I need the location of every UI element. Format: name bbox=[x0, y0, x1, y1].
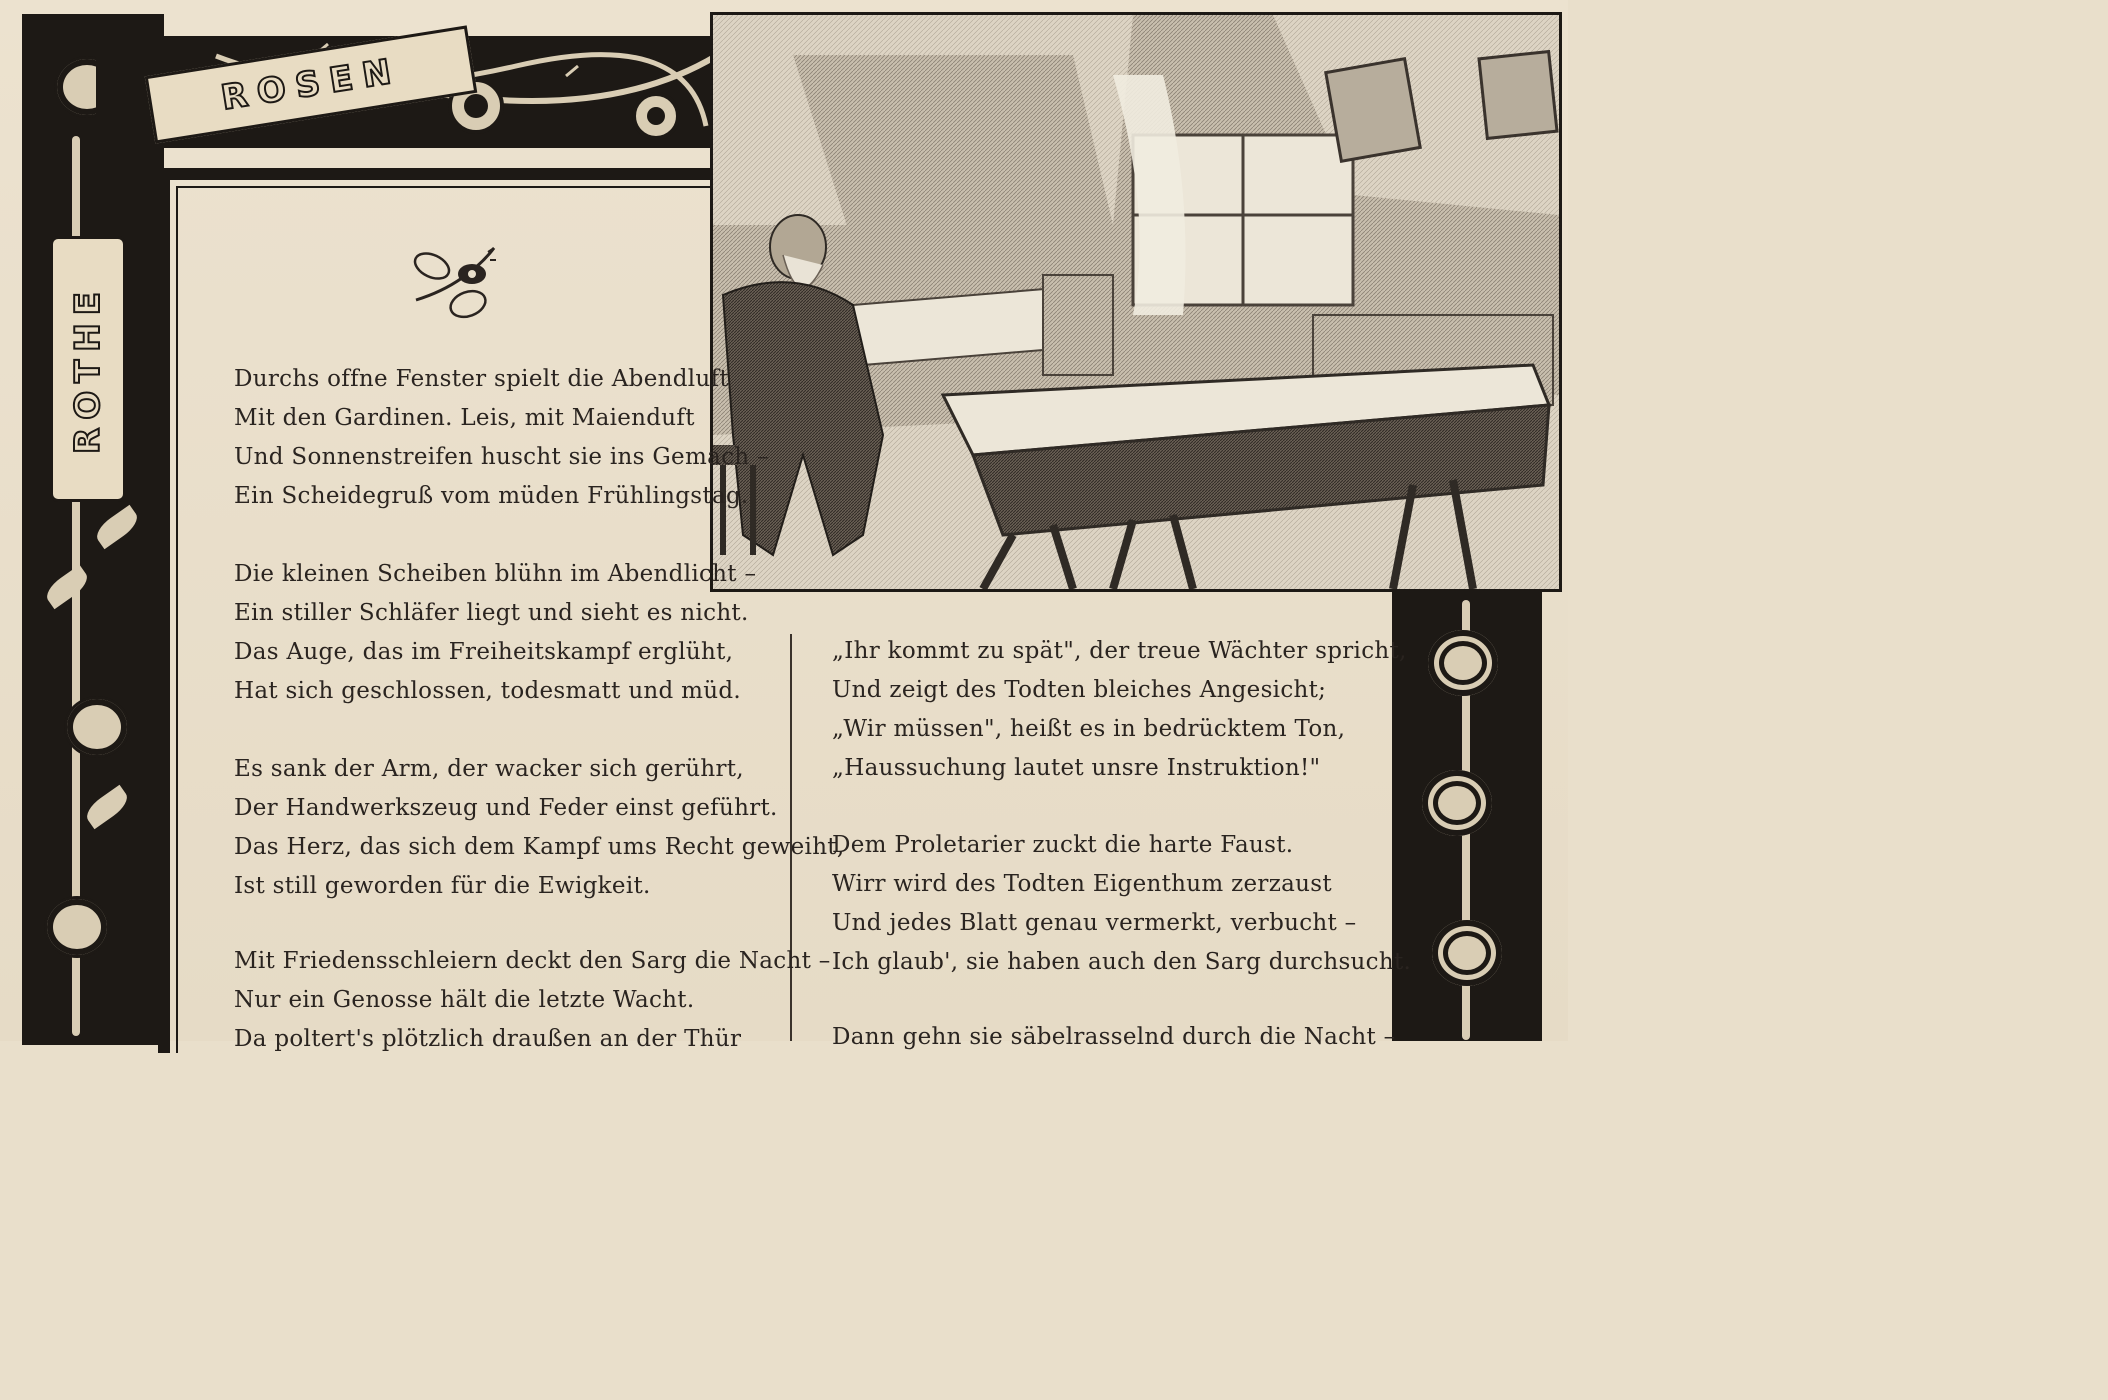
rose-flower-icon bbox=[44, 896, 110, 958]
stanza bbox=[832, 1018, 1395, 1057]
poem-line: Und Sonnenstreifen huscht sie ins Gemach – bbox=[234, 444, 769, 470]
stanza bbox=[832, 826, 1411, 982]
poem-line: Ist still geworden für die Ewigkeit. bbox=[234, 873, 651, 899]
poem-line: Da poltert's plötzlich draußen an der Thür bbox=[234, 1026, 742, 1052]
poem-line: Und jedes Blatt genau vermerkt, verbucht – bbox=[832, 910, 1357, 936]
banner-word-rosen: ROSEN bbox=[218, 50, 404, 119]
poem-line: Ein Scheidegruß vom müden Frühlingstag. bbox=[234, 483, 749, 509]
poem-line: „Haussuchung lautet unsre Instruktion!" bbox=[832, 755, 1321, 781]
poem-line: Das Auge, das im Freiheitskampf erglüht, bbox=[234, 639, 734, 665]
poem-line: Es sank der Arm, der wacker sich gerührt, bbox=[234, 756, 744, 782]
poem-line: Ein stiller Schläfer liegt und sieht es nicht. bbox=[234, 600, 749, 626]
poem-line: Nur ein Genosse hält die letzte Wacht. bbox=[234, 987, 695, 1013]
poem-line: Mit Friedensschleiern deckt den Sarg die Nacht – bbox=[234, 948, 831, 974]
rose-leaf-icon bbox=[42, 565, 92, 609]
rose-leaf-icon bbox=[92, 505, 142, 549]
poem-line: Wirr wird des Todten Eigenthum zerzaust bbox=[832, 871, 1332, 897]
poem-line: Dann gehn sie säbelrasselnd durch die Nacht – bbox=[832, 1024, 1396, 1050]
poem-line: Das Herz, das sich dem Kampf ums Recht geweiht, bbox=[234, 834, 845, 860]
right-ornamental-rose-border bbox=[1392, 590, 1542, 1041]
stanza bbox=[234, 360, 769, 516]
coffin-scene-engraving bbox=[710, 12, 1562, 592]
poem-line: „Ihr kommt zu spät", der treue Wächter spricht, bbox=[832, 638, 1407, 664]
poem-line: Mit den Gardinen. Leis, mit Maienduft bbox=[234, 405, 695, 431]
stanza bbox=[234, 750, 844, 906]
rose-flower-icon bbox=[1432, 920, 1502, 986]
poem-line: Und zeigt des Todten bleiches Angesicht; bbox=[832, 677, 1327, 703]
poem-line: Der Handwerkszeug und Feder einst geführt. bbox=[234, 795, 778, 821]
poem-line: Die kleinen Scheiben blühn im Abendlicht – bbox=[234, 561, 757, 587]
poem-line: „Wir müssen", heißt es in bedrücktem Ton, bbox=[832, 716, 1346, 742]
poem-line: Durchs offne Fenster spielt die Abendluft bbox=[234, 366, 729, 392]
engraving-image bbox=[713, 15, 1559, 589]
poem-line: Dem Proletarier zuckt die harte Faust. bbox=[832, 832, 1294, 858]
rose-sprig-vignette-icon bbox=[402, 238, 502, 328]
rose-flower-icon bbox=[64, 696, 130, 758]
rose-leaf-icon bbox=[82, 785, 132, 829]
banner-word-rothe: ROTHE bbox=[68, 284, 108, 454]
left-ornamental-rose-border bbox=[22, 14, 164, 1045]
poem-line: Ich glaub', sie haben auch den Sarg durchsucht. bbox=[832, 949, 1412, 975]
poem-line: Hat sich geschlossen, todesmatt und müd. bbox=[234, 678, 742, 704]
stanza bbox=[234, 942, 831, 1059]
rose-flower-icon bbox=[1422, 770, 1492, 836]
stanza bbox=[234, 555, 756, 711]
banner-ribbon-vertical bbox=[50, 236, 126, 502]
rose-flower-icon bbox=[1428, 630, 1498, 696]
stanza bbox=[832, 632, 1407, 788]
